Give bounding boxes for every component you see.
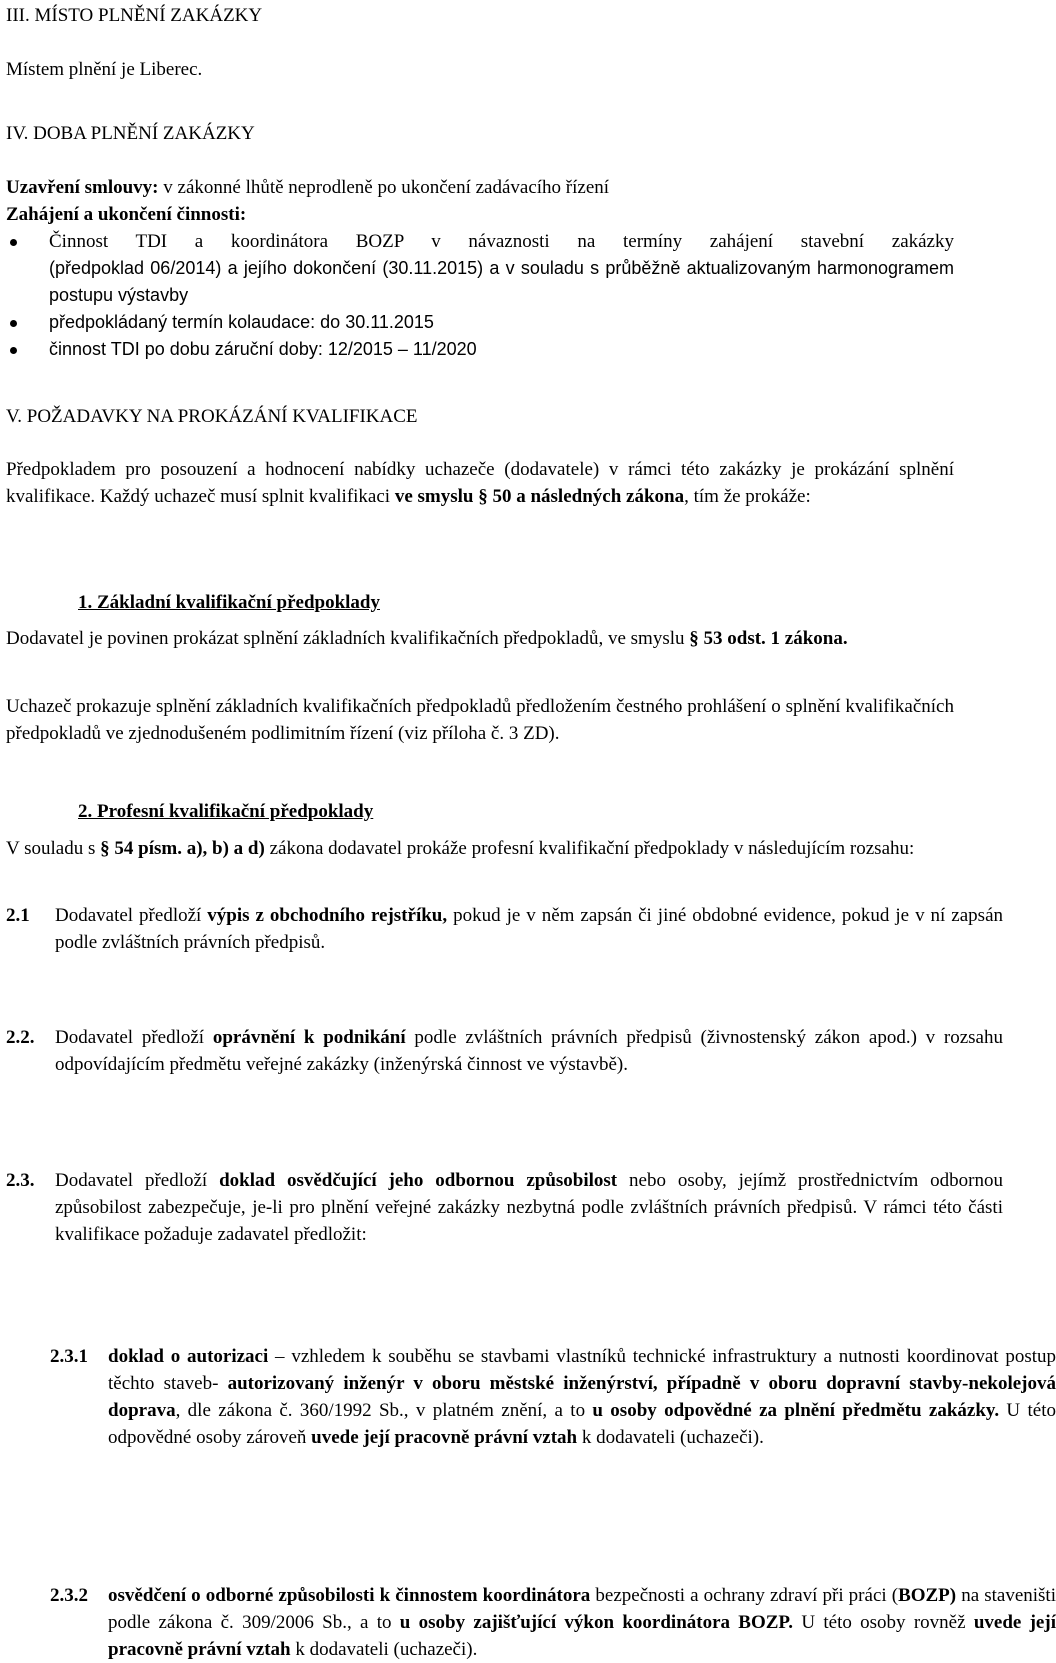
- list-item-2-3: 2.3. Dodavatel předloží doklad osvědčující jeho odbornou způsobilost nebo osoby, jejímž prostřednictvím odbornou způsobilost zabezpečuje, je-li pro plnění veřejné zakázky nezbytná podle zvláštních právních předpisů. V rámci této části kvalifikace požaduje zadavatel předložit:: [6, 1170, 1003, 1245]
- q2-title: 2. Profesní kvalifikační předpoklady: [78, 801, 374, 822]
- section-4-title: IV. DOBA PLNĚNÍ ZAKÁZKY: [6, 123, 255, 144]
- q1-paragraph-1: Dodavatel je povinen prokázat splnění základních kvalifikačních předpokladů, ve smyslu § 53 odst. 1 zákona.: [6, 628, 848, 649]
- list-item: Činnost TDI a koordinátora BOZP v návaznosti na termíny zahájení stavební zakázky (předpoklad 06/2014) a jejího dokončení (30.11.2015) a v souladu s průběžně aktualizovaným harmonogramem postupu výstavby: [6, 228, 954, 309]
- list-item-2-1: 2.1 Dodavatel předloží výpis z obchodního rejstříku, pokud je v něm zapsán či jiné obdobné evidence, pokud je v ní zapsán podle zvláštních právních předpisů.: [6, 905, 1004, 953]
- section-3-text: Místem plnění je Liberec.: [6, 59, 203, 80]
- bullet-icon: [10, 320, 17, 327]
- q1-paragraph-2: Uchazeč prokazuje splnění základních kvalifikačních předpokladů předložením čestného prohlášení o splnění kvalifikačních předpokladů ve zjednodušeném podlimitním řízení (viz příloha č. 3 ZD).: [6, 696, 954, 744]
- start-end-label: Zahájení a ukončení činnosti:: [6, 204, 247, 225]
- section-5-title: V. POŽADAVKY NA PROKÁZÁNÍ KVALIFIKACE: [6, 406, 418, 427]
- bullet-icon: [10, 239, 17, 246]
- q1-title: 1. Základní kvalifikační předpoklady: [78, 592, 380, 613]
- section-3-title: III. MÍSTO PLNĚNÍ ZAKÁZKY: [6, 5, 263, 26]
- contract-label: Uzavření smlouvy:: [6, 177, 159, 198]
- list-item: předpokládaný termín kolaudace: do 30.11.2015: [6, 309, 954, 336]
- section-5-intro: Předpokladem pro posouzení a hodnocení nabídky uchazeče (dodavatele) v rámci této zakázky je prokázání splnění kvalifikace. Každý uchazeč musí splnit kvalifikaci ve smyslu § 50 a následných zákona, tím že prokáže:: [6, 459, 954, 507]
- schedule-list: [6, 228, 954, 363]
- list-item-2-3-2: 2.3.2 osvědčení o odborné způsobilosti k činnostem koordinátora bezpečnosti a ochrany zdraví při práci (BOZP) na staveništi podle zákona č. 309/2006 Sb., a to u osoby zajišťující výkon koordinátora BOZP. U této osoby rovněž uvede její pracovně právní vztah k dodavateli (uchazeči).: [50, 1585, 1056, 1660]
- contract-text: v zákonné lhůtě neprodleně po ukončení zadávacího řízení: [158, 177, 610, 198]
- list-item: činnost TDI po dobu záruční doby: 12/2015 – 11/2020: [6, 336, 954, 363]
- list-item-2-2: 2.2. Dodavatel předloží oprávnění k podnikání podle zvláštních právních předpisů (živnostenský zákon apod.) v rozsahu odpovídajícím předmětu veřejné zakázky (inženýrská činnost ve výstavbě).: [6, 1027, 1003, 1075]
- contract-line: [6, 174, 954, 201]
- q2-intro: V souladu s § 54 písm. a), b) a d) zákona dodavatel prokáže profesní kvalifikační předpoklady v následujícím rozsahu:: [6, 838, 915, 859]
- list-item-2-3-1: 2.3.1 doklad o autorizaci – vzhledem k souběhu se stavbami vlastníků technické infrastruktury a nutnosti koordinovat postup těchto staveb- autorizovaný inženýr v oboru městské inženýrství, případně v oboru dopravní stavby-nekolejová doprava, dle zákona č. 360/1992 Sb., v platném znění, a to u osoby odpovědné za plnění předmětu zakázky. U této odpovědné osoby zároveň uvede její pracovně právní vztah k dodavateli (uchazeči).: [50, 1346, 1056, 1448]
- bullet-icon: [10, 347, 17, 354]
